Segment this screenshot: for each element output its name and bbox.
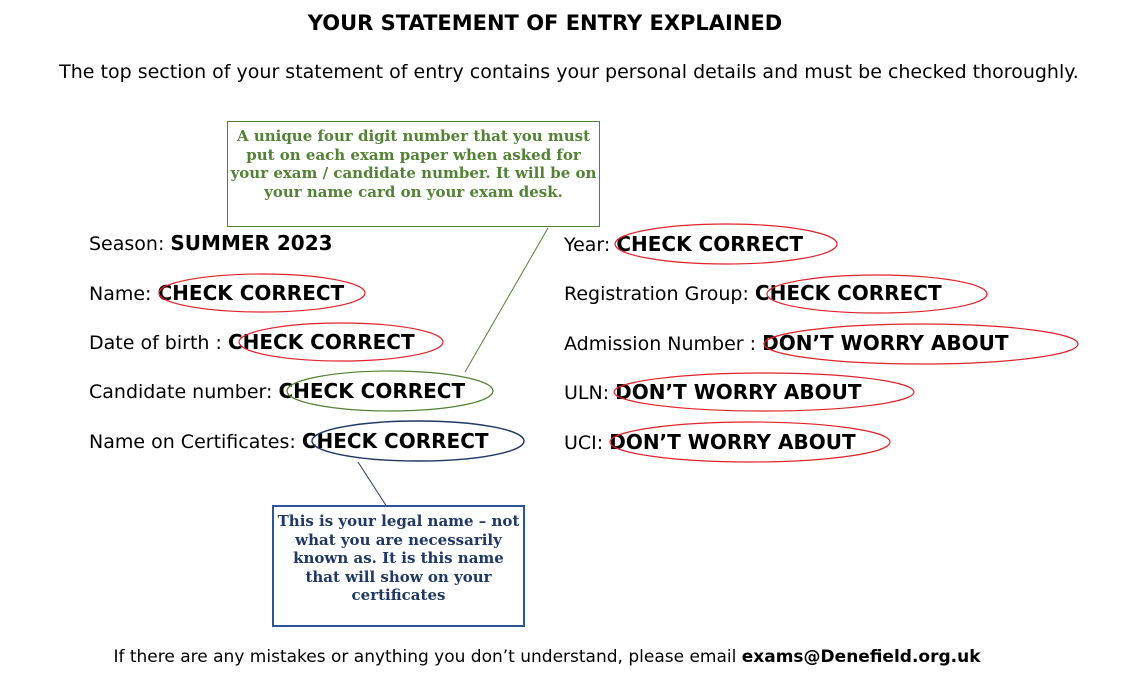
footer-text: If there are any mistakes or anything you don’t understand, please email: [113, 647, 742, 667]
candidate-number-callout: A unique four digit number that you must put on each exam paper when asked for your exam / candidate number. It will be on your name card on your exam desk.: [227, 121, 600, 227]
name-label: Name:: [89, 283, 158, 305]
candidate-callout-connector: [465, 228, 548, 372]
candidate-number-value: CHECK CORRECT: [278, 379, 466, 403]
admission-number-field: [564, 331, 1008, 355]
certificate-callout-connector: [358, 462, 387, 507]
certificate-name-label: Name on Certificates:: [89, 431, 302, 453]
uci-label: UCI:: [564, 432, 610, 454]
year-value: CHECK CORRECT: [616, 232, 804, 256]
page-title: YOUR STATEMENT OF ENTRY EXPLAINED: [307, 11, 783, 35]
uln-label: ULN:: [564, 382, 616, 404]
candidate-number-label: Candidate number:: [89, 381, 279, 403]
uci-value: DON’T WORRY ABOUT: [609, 430, 856, 454]
certificate-name-field: [89, 429, 489, 453]
certificate-name-callout: This is your legal name – not what you are necessarily known as. It is this name that will show on your certificates: [272, 505, 525, 627]
registration-group-field: [564, 281, 942, 305]
date-of-birth-value: CHECK CORRECT: [227, 330, 415, 354]
uln-field: [564, 380, 862, 404]
candidate-number-field: [89, 379, 465, 403]
registration-group-label: Registration Group:: [564, 283, 755, 305]
year-label: Year:: [564, 234, 617, 256]
date-of-birth-label: Date of birth :: [89, 332, 228, 354]
admission-number-label: Admission Number :: [564, 333, 763, 355]
contact-email: exams@Denefield.org.uk: [741, 647, 981, 667]
uln-value: DON’T WORRY ABOUT: [615, 380, 862, 404]
season-label: Season:: [89, 233, 171, 255]
season-field: [89, 231, 333, 255]
name-value: CHECK CORRECT: [157, 281, 345, 305]
season-value: SUMMER 2023: [170, 231, 333, 255]
year-field: [564, 232, 803, 256]
footer-note: [0, 647, 1094, 667]
intro-text: The top section of your statement of entry contains your personal details and must be checked thoroughly.: [59, 61, 1079, 83]
uci-field: [564, 430, 856, 454]
registration-group-value: CHECK CORRECT: [754, 281, 942, 305]
certificate-name-value: CHECK CORRECT: [301, 429, 489, 453]
name-field: [89, 281, 344, 305]
admission-number-value: DON’T WORRY ABOUT: [762, 331, 1009, 355]
date-of-birth-field: [89, 330, 415, 354]
